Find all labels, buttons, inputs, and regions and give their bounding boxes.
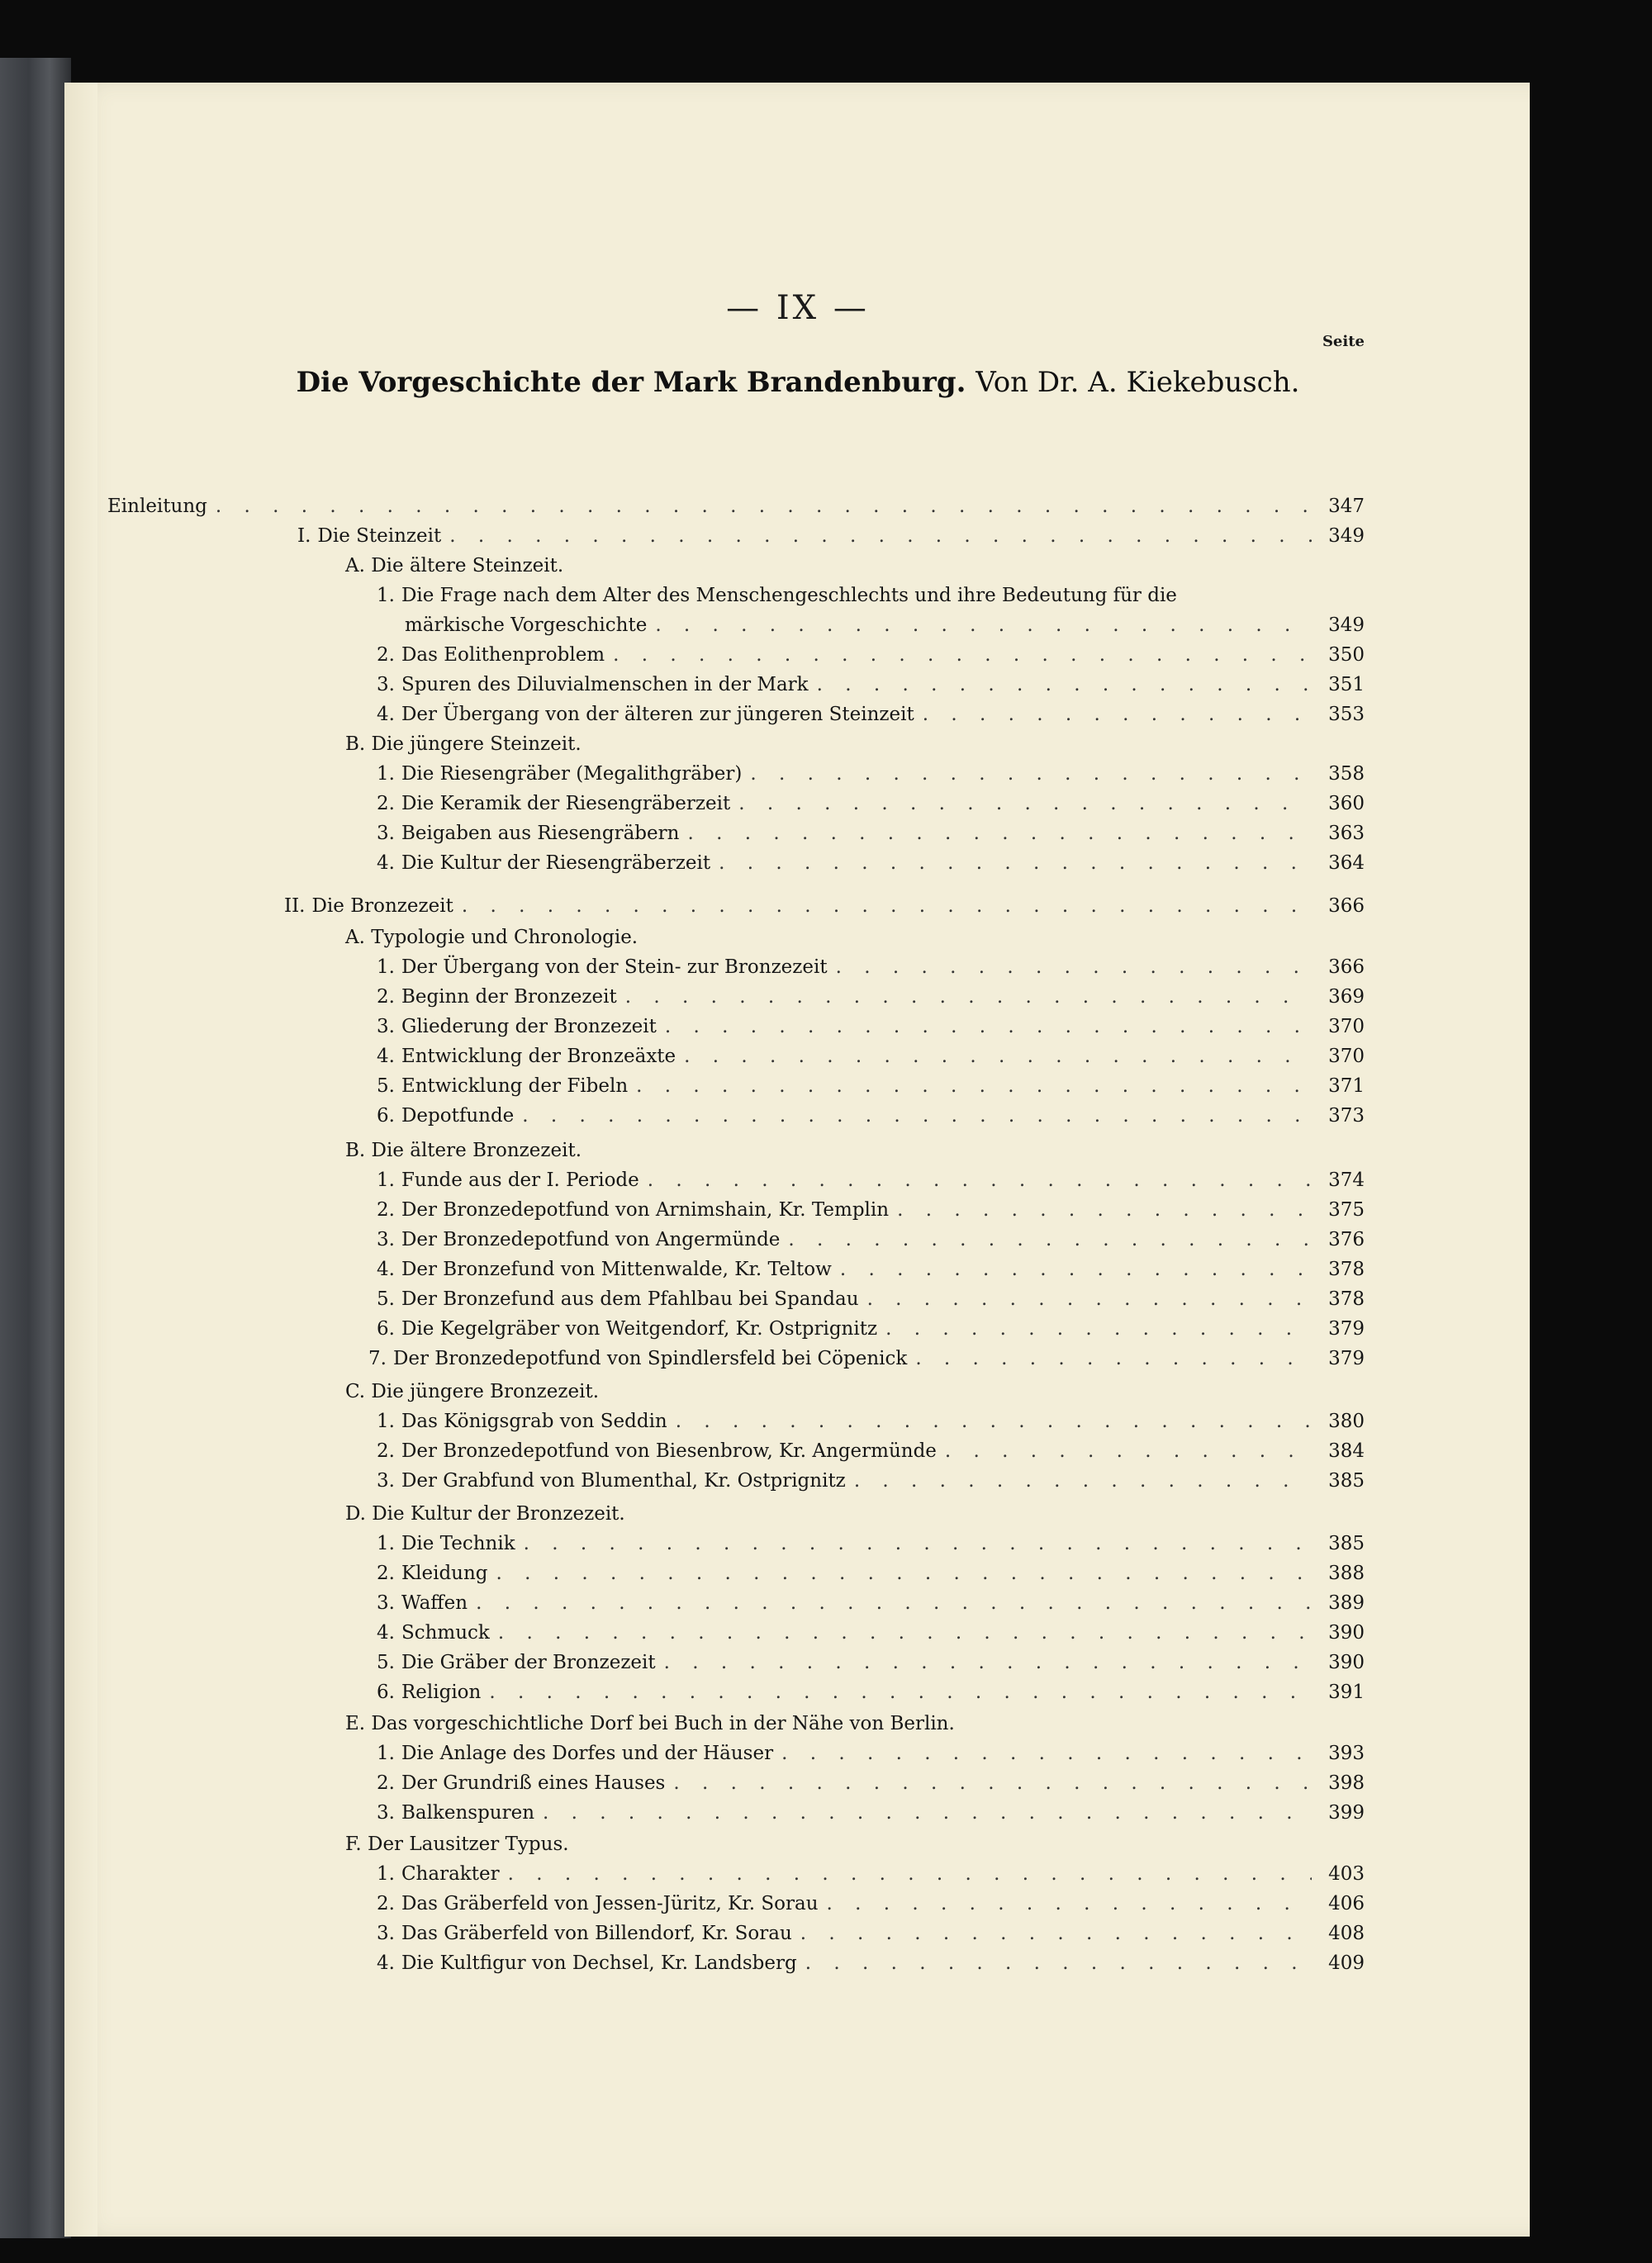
toc-entry-p2a4: 4. Entwicklung der Bronzeäxte . . . 370 xyxy=(377,1042,1365,1070)
toc-entry-p1a3: 3. Spuren des Diluvialmenschen in der Mark . . . 351 xyxy=(377,671,1365,699)
toc-entry-p2a1: 1. Der Übergang von der Stein- zur Bronzezeit . . . 366 xyxy=(377,953,1365,981)
toc-entry-p2c2: 2. Der Bronzedepotfund von Biesenbrow, Kr. Angermünde . . . 384 xyxy=(377,1437,1365,1465)
toc-entry-p1a1: 1. Die Frage nach dem Alter des Menschengeschlechts und ihre Bedeutung für die xyxy=(377,585,1177,606)
seite-column-label: Seite xyxy=(1322,333,1365,350)
toc-entry-p2b4: 4. Der Bronzefund von Mittenwalde, Kr. Teltow . . . 378 xyxy=(377,1255,1365,1283)
toc-entry-p2e2: 2. Der Grundriß eines Hauses . . . 398 xyxy=(377,1769,1365,1797)
toc-heading-p2c: C. Die jüngere Bronzezeit. xyxy=(345,1381,600,1402)
toc-entry-p2d4: 4. Schmuck . . . 390 xyxy=(377,1619,1365,1647)
toc-entry-p2b5: 5. Der Bronzefund aus dem Pfahlbau bei Spandau . . . 378 xyxy=(377,1285,1365,1313)
toc-entry-p2f2: 2. Das Gräberfeld von Jessen-Jüritz, Kr. Sorau . . . 406 xyxy=(377,1890,1365,1918)
toc-heading-p2f: F. Der Lausitzer Typus. xyxy=(345,1834,569,1855)
toc-heading-p2e: E. Das vorgeschichtliche Dorf bei Buch in der Nähe von Berlin. xyxy=(345,1713,955,1734)
toc-entry-p1a1-cont: märkische Vorgeschichte . . . 349 xyxy=(405,611,1365,639)
toc-entry-p2c3: 3. Der Grabfund von Blumenthal, Kr. Ostprignitz . . . 385 xyxy=(377,1467,1365,1495)
toc-heading-p2d: D. Die Kultur der Bronzezeit. xyxy=(345,1503,625,1525)
toc-entry-p2b7: 7. Der Bronzedepotfund von Spindlersfeld bei Cöpenick . . . 379 xyxy=(368,1345,1365,1373)
toc-entry-p2b6: 6. Die Kegelgräber von Weitgendorf, Kr. Ostprignitz . . . 379 xyxy=(377,1315,1365,1343)
toc-entry-p1a2: 2. Das Eolithenproblem . . . 350 xyxy=(377,641,1365,669)
toc-entry-p1b1: 1. Die Riesengräber (Megalithgräber) . . . 358 xyxy=(377,760,1365,788)
toc-heading-p2a: A. Typologie und Chronologie. xyxy=(345,927,638,948)
toc-entry-p2f3: 3. Das Gräberfeld von Billendorf, Kr. Sorau . . . 408 xyxy=(377,1919,1365,1948)
section-title-main: Die Vorgeschichte der Mark Brandenburg. xyxy=(296,366,966,399)
toc-entry-einleitung: Einleitung . . . 347 xyxy=(107,492,1365,520)
toc-entry-p2f4: 4. Die Kultfigur von Dechsel, Kr. Landsberg . . . 409 xyxy=(377,1949,1365,1977)
toc-entry-p1b2: 2. Die Keramik der Riesengräberzeit . . . 360 xyxy=(377,790,1365,818)
toc-entry-p2c1: 1. Das Königsgrab von Seddin . . . 380 xyxy=(377,1407,1365,1435)
toc-entry-p2e1: 1. Die Anlage des Dorfes und der Häuser . . . 393 xyxy=(377,1739,1365,1767)
toc-entry-part2: II. Die Bronzezeit . . . 366 xyxy=(284,892,1365,920)
toc-entry-p2d2: 2. Kleidung . . . 388 xyxy=(377,1559,1365,1587)
section-title-author: Von Dr. A. Kiekebusch. xyxy=(976,366,1300,399)
toc-entry-p2a3: 3. Gliederung der Bronzezeit . . . 370 xyxy=(377,1013,1365,1041)
toc-entry-p2a2: 2. Beginn der Bronzezeit . . . 369 xyxy=(377,983,1365,1011)
toc-entry-p2d1: 1. Die Technik . . . 385 xyxy=(377,1530,1365,1558)
toc-entry-p2f1: 1. Charakter . . . 403 xyxy=(377,1860,1365,1888)
toc-entry-p2b1: 1. Funde aus der I. Periode . . . 374 xyxy=(377,1166,1365,1194)
toc-entry-p2d6: 6. Religion . . . 391 xyxy=(377,1678,1365,1706)
toc-entry-p2d3: 3. Waffen . . . 389 xyxy=(377,1589,1365,1617)
book-page xyxy=(64,83,1530,2237)
toc-entry-p2e3: 3. Balkenspuren . . . 399 xyxy=(377,1799,1365,1827)
toc-heading-p1b: B. Die jüngere Steinzeit. xyxy=(345,733,582,755)
toc-entry-p1a4: 4. Der Übergang von der älteren zur jüngeren Steinzeit . . . 353 xyxy=(377,700,1365,728)
book-spine xyxy=(0,58,71,2238)
toc-heading-p2b: B. Die ältere Bronzezeit. xyxy=(345,1140,582,1161)
toc-entry-p1b4: 4. Die Kultur der Riesengräberzeit . . . 364 xyxy=(377,849,1365,877)
toc-entry-p2d5: 5. Die Gräber der Bronzezeit . . . 390 xyxy=(377,1649,1365,1677)
page-folio: — IX — xyxy=(726,289,870,327)
toc-heading-p1a: A. Die ältere Steinzeit. xyxy=(345,555,564,576)
section-title xyxy=(66,366,1530,399)
toc-entry-p2a6: 6. Depotfunde . . . 373 xyxy=(377,1102,1365,1130)
toc-entry-p2b3: 3. Der Bronzedepotfund von Angermünde . . . 376 xyxy=(377,1226,1365,1254)
page-gutter-shadow xyxy=(64,83,97,2237)
toc-entry-part1: I. Die Steinzeit . . . 349 xyxy=(297,522,1365,550)
toc-entry-p2a5: 5. Entwicklung der Fibeln . . . 371 xyxy=(377,1072,1365,1100)
toc-entry-p2b2: 2. Der Bronzedepotfund von Arnimshain, Kr. Templin . . . 375 xyxy=(377,1196,1365,1224)
toc-entry-p1b3: 3. Beigaben aus Riesengräbern . . . 363 xyxy=(377,819,1365,847)
